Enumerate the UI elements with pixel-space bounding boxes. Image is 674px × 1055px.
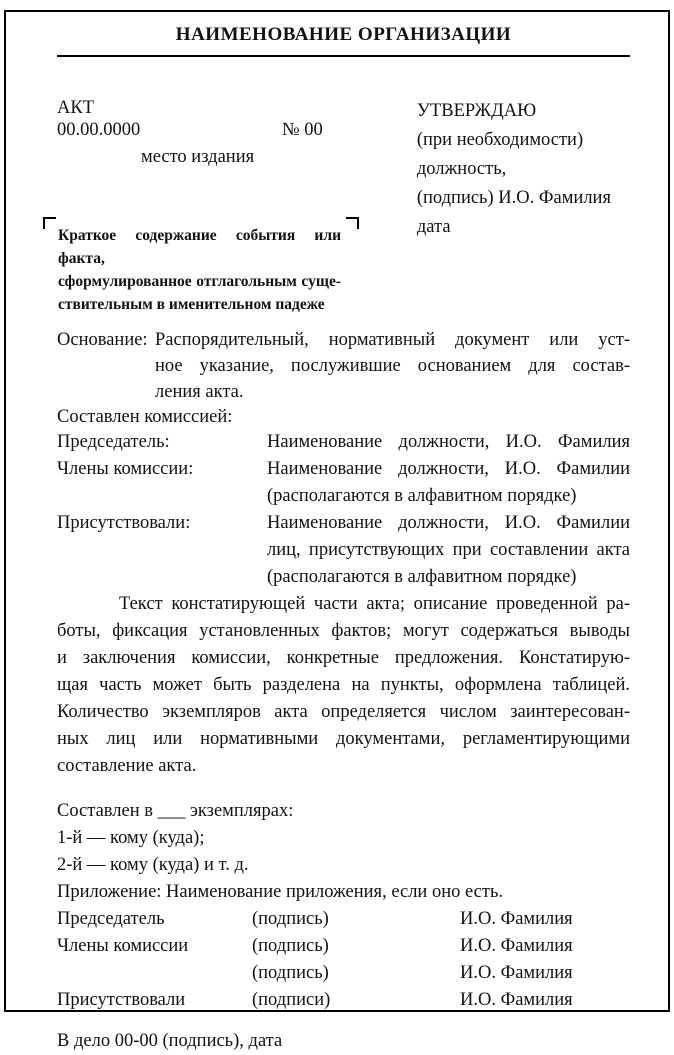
header-row <box>57 97 630 316</box>
approval-line: дата <box>416 217 451 237</box>
commission-line: Наименование должности, И.О. Фамилии <box>267 513 630 533</box>
statement-line: Количество экземпляров акта определяется числом заинтересован- <box>57 702 630 722</box>
organization-title: НАИМЕНОВАНИЕ ОРГАНИЗАЦИИ <box>57 12 630 57</box>
commission-intro: Составлен комиссией: <box>57 407 233 427</box>
signature-row <box>57 906 630 933</box>
basis-line: Распорядительный, нормативный документ или уст- <box>155 330 630 350</box>
signature-name: И.О. Фамилия <box>460 963 573 983</box>
signature-role: Присутствовали <box>57 990 186 1010</box>
act-heading-block <box>57 97 417 168</box>
commission-value <box>267 510 630 591</box>
approval-line: УТВЕРЖДАЮ <box>416 101 537 121</box>
commission-line: (располагаются в алфавитном порядке) <box>267 486 577 506</box>
doc-header-block <box>57 97 417 316</box>
copies-item: 2-й — кому (куда) и т. д. <box>57 855 249 875</box>
commission-value <box>267 456 630 510</box>
subject-line: ствительным в именительном падеже <box>58 296 325 313</box>
copies-item: 1-й — кому (куда); <box>57 828 205 848</box>
statement-paragraph <box>57 591 630 780</box>
corner-mark-right-icon <box>346 217 359 229</box>
approval-line: (при необходимости) <box>416 130 584 150</box>
commission-row <box>57 429 630 456</box>
signature-row <box>57 933 630 960</box>
commission-row <box>57 456 630 510</box>
signature-placeholder: (подпись) <box>252 909 329 929</box>
subject-line: Краткое содержание события или факта, <box>58 227 341 267</box>
signature-placeholder: (подпись) <box>252 963 329 983</box>
approval-line: (подпись) И.О. Фамилия <box>416 188 611 208</box>
statement-line: Текст констатирующей части акта; описание проведенной ра- <box>119 594 630 614</box>
statement-line: ных лиц или нормативными документами, регламентирующими <box>57 729 630 749</box>
commission-role: Присутствовали: <box>57 513 191 533</box>
signature-role: Члены комиссии <box>57 936 189 956</box>
commission-value <box>267 429 630 456</box>
doc-type: АКТ <box>57 98 94 118</box>
commission-row <box>57 510 630 591</box>
subject-line: сформулированное отглагольным суще- <box>58 273 341 290</box>
subject-zone <box>58 224 341 316</box>
copies-intro: Составлен в ___ экземплярах: <box>57 801 294 821</box>
signature-name: И.О. Фамилия <box>460 990 573 1010</box>
document-border <box>4 10 670 1051</box>
basis-line: ления акта. <box>155 382 244 402</box>
doc-number: № 00 <box>282 120 323 140</box>
doc-date: 00.00.0000 <box>57 120 141 140</box>
commission-line: лиц, присутствующих при составлении акта <box>267 540 630 560</box>
signature-row <box>57 987 630 1014</box>
statement-line: щая часть может быть разделена на пункты, оформлена таблицей. <box>57 675 630 695</box>
signature-placeholder: (подпись) <box>252 936 329 956</box>
commission-line: Наименование должности, И.О. Фамилии <box>267 459 630 479</box>
signature-name: И.О. Фамилия <box>460 909 573 929</box>
doc-place: место издания <box>141 147 255 167</box>
basis-line: ное указание, послужившие основанием для состав- <box>155 356 630 376</box>
statement-line: составление акта. <box>57 756 197 776</box>
document-content <box>6 12 668 1055</box>
signature-role <box>57 960 252 987</box>
statement-line: и заключения комиссии, конкретные предложения. Констатирую- <box>57 648 630 668</box>
signature-row <box>57 960 630 987</box>
approval-block <box>417 97 630 316</box>
corner-mark-left-icon <box>43 217 56 229</box>
commission-line: (располагаются в алфавитном порядке) <box>267 567 577 587</box>
basis-label: Основание: <box>57 330 148 350</box>
date-number-row <box>57 119 417 141</box>
copies-section <box>57 798 630 906</box>
signature-role: Председатель <box>57 909 165 929</box>
filing-note: В дело 00-00 (подпись), дата <box>57 1031 283 1051</box>
approval-line: должность, <box>416 159 507 179</box>
commission-role: Члены комиссии: <box>57 459 194 479</box>
signature-name: И.О. Фамилия <box>460 936 573 956</box>
statement-line: боты, фиксация установленных фактов; могут содержаться выводы <box>57 621 630 641</box>
commission-role: Председатель: <box>57 432 170 452</box>
signatures-table <box>57 906 630 1014</box>
attachment-line: Приложение: Наименование приложения, если оно есть. <box>57 882 504 902</box>
signature-placeholder: (подписи) <box>252 990 331 1010</box>
commission-line: Наименование должности, И.О. Фамилия <box>267 432 630 452</box>
basis-section <box>57 327 630 405</box>
basis-text <box>155 327 630 405</box>
